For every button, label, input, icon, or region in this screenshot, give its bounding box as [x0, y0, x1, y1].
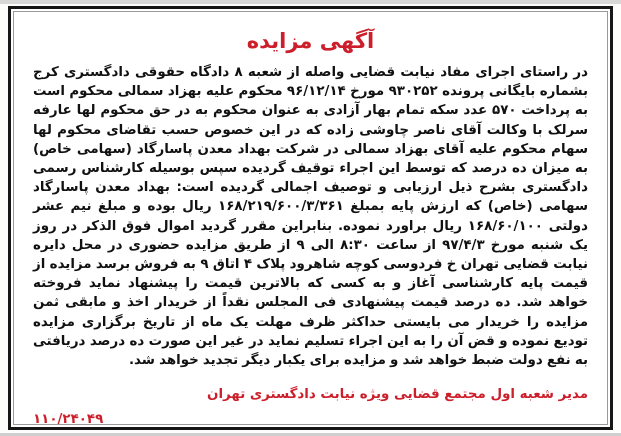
notice-title: آگهی مزایده	[246, 29, 375, 53]
top-edge-strip	[0, 0, 621, 4]
notice-signature: مدیر شعبه اول مجتمع قضایی ویژه نیابت دادگستری تهران	[207, 387, 588, 402]
notice-body: در راستای اجرای مفاد نیابت قضایی واصله از شعبه ۸ دادگاه حقوقی دادگستری کرج بشماره بایگانی پرونده ۹۳۰۲۵۲ مورخ ۹۶/۱۲/۱۴ محکوم علیه بهزاد سمالی محکوم است به پرداخت ۵۷۰ عدد سکه تمام بهار آزادی به عنوان محکوم به در حق محکوم لها عارفه سرلک با وکالت آقای ناصر چاوشی زاده که در این خصوص حسب تقاضای محکوم لها سهام محکوم علیه آقای بهزاد سمالی در شرکت بهداد معدن پاسارگاد (سهامی خاص) به میزان ده درصد که توسط این اجراء توقیف گردیده سپس بوسیله کارشناس رسمی دادگستری بشرح ذیل ارزیابی و توصیف اجمالی گردیده است: بهداد معدن پاسارگاد سهامی (خاص) که ارزش پایه بمبلغ ۱۶۸/۲۱۹/۶۰۰/۳/۳۶۱ ریال بوده و مبلغ نیم عشر دولتی ۱۶۸/۶۰/۱۰۰ ریال براورد نموده. بنابراین مقرر گردید اموال فوق الذکر در روز یک شنبه مورخ ۹۷/۴/۳ از ساعت ۸:۳۰ الی ۹ از طریق مزایده حضوری در محل دایره نیابت قضایی تهران خ فردوسی کوچه شاهرود پلاک ۴ اتاق ۹ به فروش برسد مزایده از قیمت پایه کارشناسی آغاز و به کسی که بالاترین قیمت را پیشنهاد نماید فروخته خواهد شد. ده درصد قیمت پیشنهادی فی المجلس نقداً از خریدار اخذ و مابقی ثمن مزایده را خریدار می بایستی حداکثر ظرف مهلت یک ماه از تاریخ برگزاری مزایده تودیع نموده و قض آن را به این اجراء تسلیم نماید در غیر این صورت ده درصد دریافتی به نفع دولت ضبط خواهد شد و مزایده برای یکبار دیگر تجدید خواهد شد.	[33, 65, 588, 369]
notice-reference-number: ۱۱۰/۲۴۰۴۹	[33, 412, 104, 427]
notice-frame	[8, 6, 613, 430]
